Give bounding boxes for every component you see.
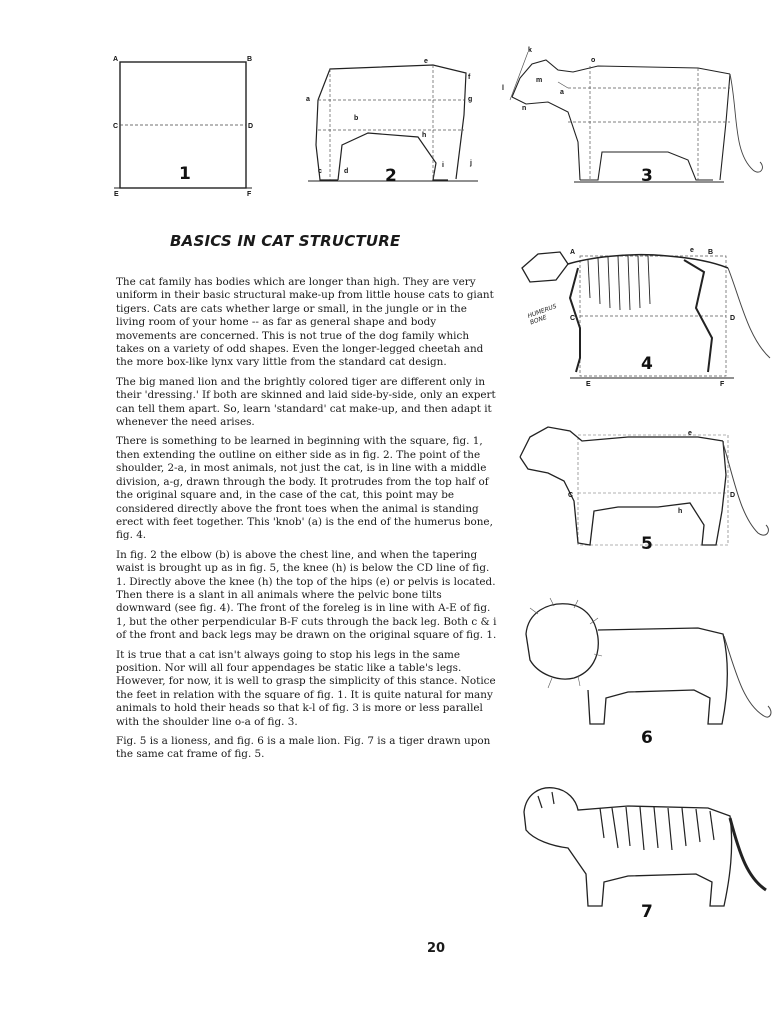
label-c: C xyxy=(568,492,574,499)
paragraph-6: Fig. 5 is a lioness, and fig. 6 is a male lion. Fig. 7 is a tiger drawn upon the same cat frame of fig. 5. xyxy=(116,735,491,761)
paragraph-3: There is something to be learned in beginning with the square, fig. 1, then extending the outline on either side as in fig. 2. The point of the shoulder, 2-a, in most animals, not just the cat, is in line with a middle division, a-g, drawn through the body. It protrudes from the top half of the original square and, in the case of the cat, this point may be considered directly above the front toes when the animal is standing erect with feet together. This 'knob' (a) is the end of the humerus bone, fig. 4. xyxy=(116,435,493,542)
label-a: a xyxy=(306,96,310,103)
label-j: j xyxy=(470,160,472,167)
page-number: 20 xyxy=(427,941,446,956)
label-c: C xyxy=(113,123,119,130)
label-b: b xyxy=(354,115,359,122)
paragraph-5: It is true that a cat isn't always going to stop his legs in the same position. Nor will all four appendages be static like a table's legs. However, for now, it is well to grasp the simplicity of this stance. Notice the feet in relation with the square of fig. 1. It is quite natural for many animals to hold their heads so that k-l of fig. 3 is more or less parallel with the shoulder line o-a of fig. 3. xyxy=(116,648,496,728)
label-d: D xyxy=(248,123,254,130)
figure-1-number: 1 xyxy=(179,164,191,184)
label-e: e xyxy=(424,58,428,65)
body-text xyxy=(116,276,499,768)
label-h: h xyxy=(678,508,683,515)
figure-5-number: 5 xyxy=(641,534,653,554)
label-e-lower: e xyxy=(690,247,694,254)
label-i: i xyxy=(442,162,444,169)
label-d: D xyxy=(730,315,736,322)
label-n: n xyxy=(522,105,527,112)
figure-4-number: 4 xyxy=(641,354,653,374)
figure-6-male-lion-drawing xyxy=(508,594,778,734)
label-c: c xyxy=(318,168,322,175)
label-f: F xyxy=(720,381,725,388)
label-f: f xyxy=(468,74,471,81)
label-b: B xyxy=(247,56,253,63)
figure-7-number: 7 xyxy=(641,902,653,922)
label-g: g xyxy=(468,96,473,103)
figure-6-number: 6 xyxy=(641,728,653,748)
figure-3-number: 3 xyxy=(641,166,653,186)
page-title: BASICS IN CAT STRUCTURE xyxy=(170,232,401,250)
label-h: h xyxy=(422,132,427,139)
label-k: k xyxy=(528,47,532,54)
figure-7-tiger-drawing xyxy=(508,778,778,918)
label-a: A xyxy=(113,56,119,63)
label-o: o xyxy=(591,57,596,64)
label-a: A xyxy=(570,249,576,256)
label-c: C xyxy=(570,315,576,322)
humerus-bone-note: HUMERUS BONE xyxy=(526,302,558,327)
paragraph-1: The cat family has bodies which are longer than high. They are very uniform in their basic structural make-up from little house cats to giant tigers. Cats are cats whether large or small, in the jungle or in the living room of your home -- as far as general shape and body movements are concerned. This is not true of the dog family which takes on a variety of odd shapes. Even the longer-legged cheetah and the more box-like lynx vary little from the standard cat design. xyxy=(116,276,494,369)
label-e: E xyxy=(586,381,591,388)
label-b: B xyxy=(708,249,714,256)
label-a: a xyxy=(560,89,564,96)
figure-2-number: 2 xyxy=(385,166,397,186)
figure-3-cat-frame-diagram xyxy=(498,42,773,192)
label-e: e xyxy=(688,430,692,437)
label-l: l xyxy=(502,85,504,92)
label-m: m xyxy=(536,77,543,84)
label-e: E xyxy=(114,191,119,197)
paragraph-4: In fig. 2 the elbow (b) is above the chest line, and when the tapering waist is brought up as in fig. 5, the knee (h) is below the CD line of fig. 1. Directly above the knee (h) the top of the hips (e) or pelvis is located. Then there is a slant in all animals where the pelvic bone tilts downward (see fig. 4). The front of the foreleg is in line with A-E of fig. 1, but the other perpendicular B-F cuts through the back leg. Both c & i of the front and back legs may be drawn on the original square of fig. 1. xyxy=(116,548,497,642)
label-d: d xyxy=(344,168,349,175)
label-f: F xyxy=(247,191,252,197)
paragraph-2: The big maned lion and the brightly colored tiger are different only in their 'dressing.' If both are skinned and laid side-by-side, only an expert can tell them apart. So, learn 'standard' cat make-up, and then adapt it whenever the need arises. xyxy=(116,375,496,429)
label-d: D xyxy=(730,492,736,499)
